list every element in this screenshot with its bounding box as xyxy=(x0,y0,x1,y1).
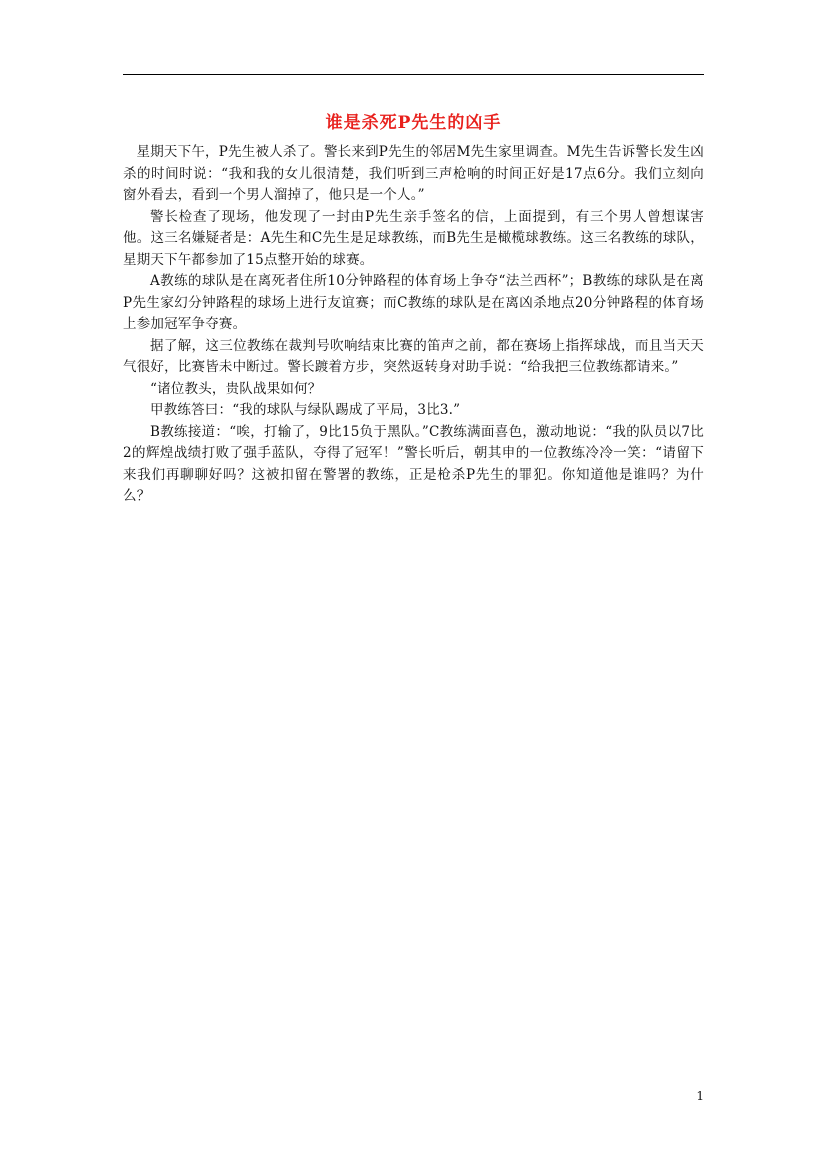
page-title: 谁是杀死P先生的凶手 xyxy=(325,113,502,133)
paragraph-7: B教练接道：“唉，打输了，9比15负于黑队。”C教练满面喜色，激动地说：“我的队员以7比2的辉煌战绩打败了强手蓝队，夺得了冠军！”警长听后，朝其申的一位教练冷冷一笑：“请留下来我们再聊聊好吗？这被扣留在警署的教练，正是枪杀P先生的罪犯。你知道他是谁吗？为什么？ xyxy=(123,423,704,504)
header-rule xyxy=(123,74,704,75)
paragraph-2: 警长检查了现场，他发现了一封由P先生亲手签名的信，上面提到，有三个男人曾想谋害他。这三名嫌疑者是：A先生和C先生是足球教练，而B先生是橄榄球教练。这三名教练的球队，星期天下午都参加了15点整开始的球赛。 xyxy=(123,208,704,268)
paragraph-3: A教练的球队是在离死者住所10分钟路程的体育场上争夺“法兰西杯”；B教练的球队是在离P先生家幻分钟路程的球场上进行友谊赛；而C教练的球队是在离凶杀地点20分钟路程的体育场上参加冠军争夺赛。 xyxy=(123,273,704,332)
paragraph-4: 据了解，这三位教练在裁判号吹响结束比赛的笛声之前，都在赛场上指挥球战，而且当天天气很好，比赛皆未中断过。警长踱着方步，突然返转身对助手说：“给我把三位教练都请来。” xyxy=(123,337,704,375)
paragraph-1: 星期天下午，P先生被人杀了。警长来到P先生的邻居M先生家里调查。M先生告诉警长发生凶杀的时间时说：“我和我的女儿很清楚，我们听到三声枪响的时间正好是17点6分。我们立刻向窗外看去，看到一个男人溜掉了，他只是一个人。” xyxy=(123,144,704,203)
paragraph-6: 甲教练答曰：“我的球队与绿队踢成了平局，3比3.” xyxy=(150,402,461,418)
paragraph-5: “诸位教头，贵队战果如何？ xyxy=(150,380,322,397)
page-number: 1 xyxy=(696,1089,704,1103)
article-body xyxy=(123,142,704,508)
